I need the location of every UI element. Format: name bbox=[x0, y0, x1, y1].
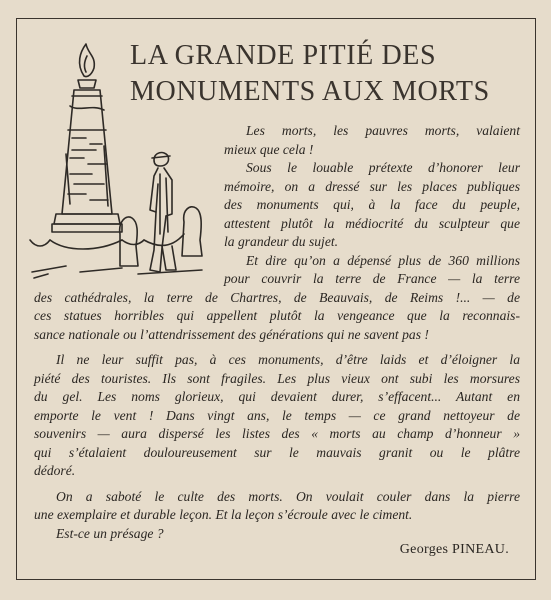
text-line: une exemplaire et durable leçon. Et la leçon s’écroule avec le ciment. bbox=[34, 507, 413, 522]
article-title bbox=[130, 38, 530, 110]
text-line: des monuments qui, à la face du peuple, bbox=[224, 197, 520, 212]
text-line: sance nationale ou l’attendrissement des générations qui ne savent pas ! bbox=[34, 326, 429, 342]
title-line-1: LA GRANDE PITIÉ DES bbox=[130, 40, 437, 71]
text-line: piété des touristes. Ils sont fragiles. Les plus vieux ont subi les morsures bbox=[34, 370, 520, 386]
text-line: Il ne leur suffit pas, à ces monuments, d’être laids et d’éloigner la bbox=[56, 352, 520, 367]
text-line: la grandeur du sujet. bbox=[224, 234, 339, 249]
article-body bbox=[34, 122, 520, 543]
text-line: Et dire qu’on a dépensé plus de 360 millions bbox=[246, 252, 520, 268]
text-line: On a saboté le culte des morts. On voulait couler dans la pierre bbox=[56, 488, 520, 504]
text-line: Est-ce un présage ? bbox=[56, 525, 164, 541]
text-line: attestent plutôt la médiocrité du sculpteur que bbox=[224, 215, 520, 231]
text-line: emporte le vent ! Dans vingt ans, le temps — ce grand nettoyeur de bbox=[34, 407, 520, 423]
text-line: du gel. Les noms glorieux, qui devaient durer, s’effacent... Autant en bbox=[34, 389, 520, 404]
text-line: Sous le louable prétexte d’honorer leur bbox=[246, 160, 520, 175]
text-line: mémoire, on a dressé sur les places publiques bbox=[224, 178, 520, 194]
paragraph-1 bbox=[34, 122, 520, 159]
paragraph-6 bbox=[34, 525, 520, 544]
title-line-2: MONUMENTS AUX MORTS bbox=[130, 76, 490, 107]
text-line: pour couvrir la terre de France — la terre bbox=[224, 271, 520, 286]
paragraph-5 bbox=[34, 488, 520, 525]
author-signature: Georges PINEAU. bbox=[399, 542, 509, 557]
paragraph-2 bbox=[34, 159, 520, 252]
text-line: ces statues horribles qui appellent plutôt la vengeance que la reconnais- bbox=[34, 308, 520, 323]
paragraph-3 bbox=[34, 252, 520, 345]
text-line: souvenirs — aura dispersé les listes des « morts au champ d’honneur » bbox=[34, 426, 520, 441]
text-line: Les morts, les pauvres morts, valaient bbox=[246, 123, 520, 138]
text-line: mieux que cela ! bbox=[224, 141, 314, 157]
text-line: dédoré. bbox=[34, 463, 76, 478]
paragraph-4 bbox=[34, 351, 520, 481]
text-line: qui s’étalaient douloureusement sur le mauvais granit ou le plâtre bbox=[34, 444, 520, 460]
text-line: des cathédrales, la terre de Chartres, de Beauvais, de Reims !... — de bbox=[34, 289, 520, 305]
